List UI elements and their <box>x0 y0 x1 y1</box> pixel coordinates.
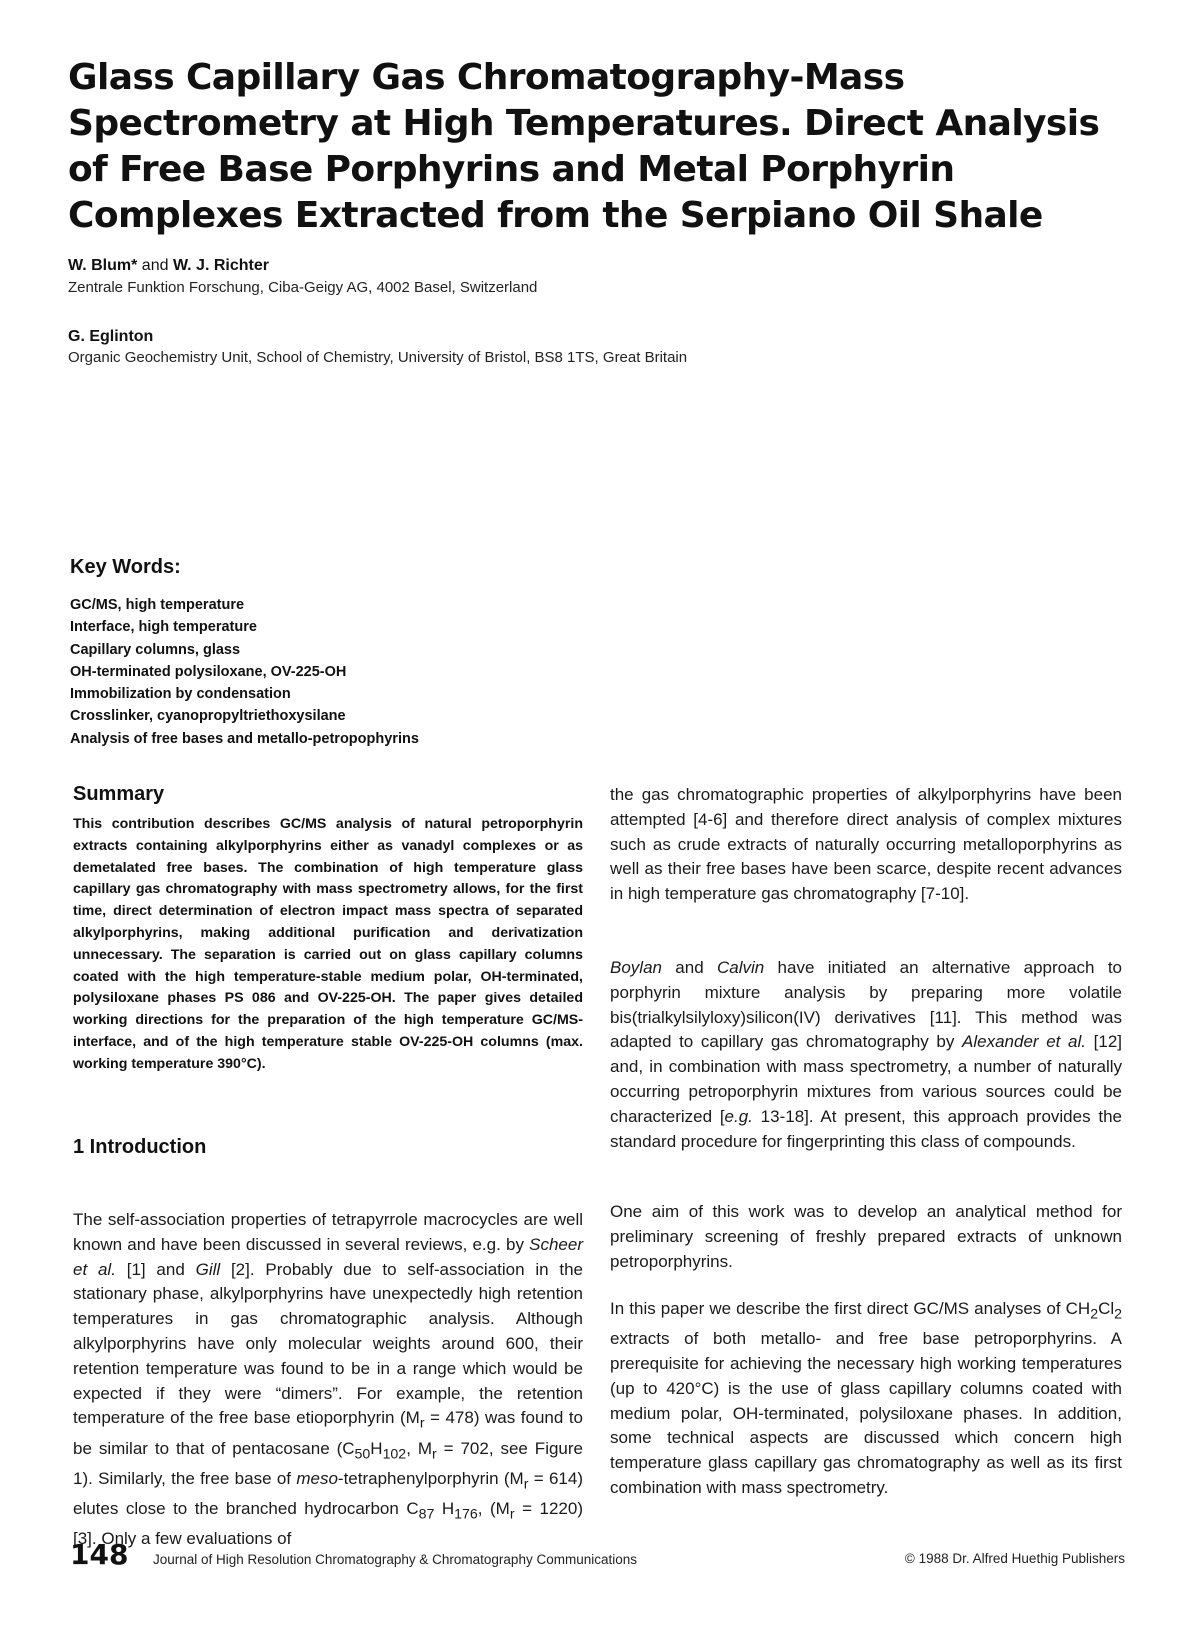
citation-scheer: Scheer et al. <box>73 1234 583 1279</box>
italic-meso: meso <box>296 1468 338 1488</box>
subscript: 2 <box>1114 1306 1122 1323</box>
body-text: and <box>661 958 717 977</box>
author-blum: W. Blum* <box>68 257 138 274</box>
subscript: 102 <box>382 1445 407 1462</box>
introduction-heading: 1 Introduction <box>73 1136 207 1158</box>
affiliation-1: Zentrale Funktion Forschung, Ciba-Geigy AG, 4002 Basel, Switzerland <box>68 279 538 296</box>
intro-text: [1] and <box>115 1259 196 1279</box>
keyword-item: OH-terminated polysiloxane, OV-225-OH <box>70 663 347 680</box>
keywords-list <box>70 594 419 750</box>
summary-text: This contribution describes GC/MS analysis of natural petroporphyrin extracts containing alkylporphyrins either as vanadyl complexes or as demetalated free bases. The combination of high temperature glass capillary gas chromatography with mass spectrometry allows, for the first time, direct determination of electron impact mass spectra of separated alkylporphyrins, making additional purification and derivatization unnecessary. The separation is carried out on glass capillary columns coated with the high temperature-stable medium polar, OH-terminated, polysiloxane phases PS 086 and OV-225-OH. The paper gives detailed working directions for the preparation of the high temperature GC/MS-interface, and of the high temperature stable OV-225-OH columns (max. working temperature 390°C). <box>73 816 583 1072</box>
intro-text: = 702, see Figure 1). Similarly, the free base of <box>73 1438 583 1488</box>
subscript: r <box>419 1415 425 1432</box>
intro-text: = 478) was found to be similar to that of pentacosane (C <box>73 1408 583 1458</box>
author-conjunction: and <box>137 257 173 274</box>
subscript: 87 <box>418 1506 435 1523</box>
author-eglinton: G. Eglinton <box>68 328 154 345</box>
subscript: 176 <box>454 1506 478 1523</box>
right-paragraph-1: the gas chromatographic properties of alkylporphyrins have been attempted [4-6] and therefore direct analysis of complex mixtures such as crude extracts of naturally occurring metalloporphyrins as well as their free bases have been scarce, despite recent advances in high temperature gas chromatography [7-10]. <box>610 785 1122 904</box>
body-text: extracts of both metallo- and free base petroporphyrins. A prerequisite for achieving the necessary high working temperatures (up to 420°C) is the use of glass capillary columns coated with medium polar, OH-terminated, polysiloxane phases. In addition, some technical aspects are discussed which concern high temperature glass capillary gas chromatography as well as its first combination with mass spectrometry. <box>610 1329 1122 1497</box>
right-paragraph-4 <box>610 1297 1122 1501</box>
journal-name: Journal of High Resolution Chromatography & Chromatography Communications <box>153 1552 637 1567</box>
intro-text: [2]. Probably due to self-association in the stationary phase, alkylporphyrins have unexpectedly high retention temperatures in gas chromatographic analysis. Although alkylporphyrins have only molecular weights around 600, their retention temperature was found to be in a range which would be expected if they were “dimers”. For example, the retention temperature of the free base etioporphyrin (M <box>73 1259 584 1428</box>
subscript: r <box>523 1476 529 1493</box>
affiliation-2: Organic Geochemistry Unit, School of Chemistry, University of Bristol, BS8 1TS, Great Britain <box>68 349 688 366</box>
keyword-item: Immobilization by condensation <box>70 686 291 703</box>
keyword-item: GC/MS, high temperature <box>70 597 245 613</box>
keyword-item: Interface, high temperature <box>70 619 257 636</box>
intro-text: The self-association properties of tetrapyrrole macrocycles are well known and have been discussed in several reviews, e.g. by <box>73 1210 583 1254</box>
intro-text: = 1220) [3]. Only a few evaluations of <box>73 1498 583 1549</box>
subscript: 2 <box>1090 1306 1099 1323</box>
right-paragraph-2 <box>610 956 1122 1154</box>
page-number: 148 <box>70 1538 129 1571</box>
copyright-notice: © 1988 Dr. Alfred Huethig Publishers <box>904 1551 1125 1566</box>
subscript: r <box>432 1445 437 1462</box>
intro-text: -tetraphenylporphyrin (M <box>337 1468 524 1488</box>
subscript: 50 <box>354 1445 371 1462</box>
body-text: [12] and, in combination with mass spectrometry, a number of naturally occurring petroporphyrin mixtures from various sources could be characterized [ <box>610 1032 1122 1126</box>
intro-text: H <box>370 1438 383 1458</box>
intro-text: , M <box>406 1438 432 1458</box>
author-line-1 <box>68 256 269 276</box>
keywords-heading: Key Words: <box>70 556 181 578</box>
keyword-item: Capillary columns, glass <box>70 641 241 658</box>
intro-text: = 614) elutes close to the branched hydrocarbon C <box>73 1468 583 1518</box>
citation-boylan: Boylan <box>610 958 662 977</box>
citation-alexander: Alexander et al. <box>962 1032 1086 1052</box>
summary-heading: Summary <box>73 783 165 805</box>
citation-gill: Gill <box>195 1259 221 1279</box>
body-text: 13-18]. At present, this approach provides the standard procedure for fingerprinting this class of compounds. <box>610 1106 1122 1151</box>
introduction-paragraph <box>73 1208 583 1552</box>
body-text: In this paper we describe the first direct GC/MS analyses of CH <box>610 1299 1091 1318</box>
subscript: r <box>509 1506 515 1523</box>
body-text: Cl <box>1098 1299 1115 1318</box>
paper-title: Glass Capillary Gas Chromatography-Mass Spectrometry at High Temperatures. Direct Analysis of Free Base Porphyrins and Metal Porphyrin Complexes Extracted from the Serpiano Oil Shale <box>68 57 1100 236</box>
keyword-item: Analysis of free bases and metallo-petropophyrins <box>70 730 419 747</box>
body-text: have initiated an alternative approach to porphyrin mixture analysis by preparing more volatile bis(trialkylsilyloxy)silicon(IV) derivatives [11]. This method was adapted to capillary gas chromatography by <box>610 958 1122 1052</box>
intro-text: H <box>434 1498 455 1518</box>
italic-eg: e.g. <box>724 1106 753 1126</box>
author-richter: W. J. Richter <box>172 257 269 274</box>
intro-text: , (M <box>477 1498 510 1518</box>
right-paragraph-3: One aim of this work was to develop an analytical method for preliminary screening of freshly prepared extracts of unknown petroporphyrins. <box>610 1202 1122 1271</box>
keyword-item: Crosslinker, cyanopropyltriethoxysilane <box>70 708 346 725</box>
citation-calvin: Calvin <box>716 958 765 977</box>
